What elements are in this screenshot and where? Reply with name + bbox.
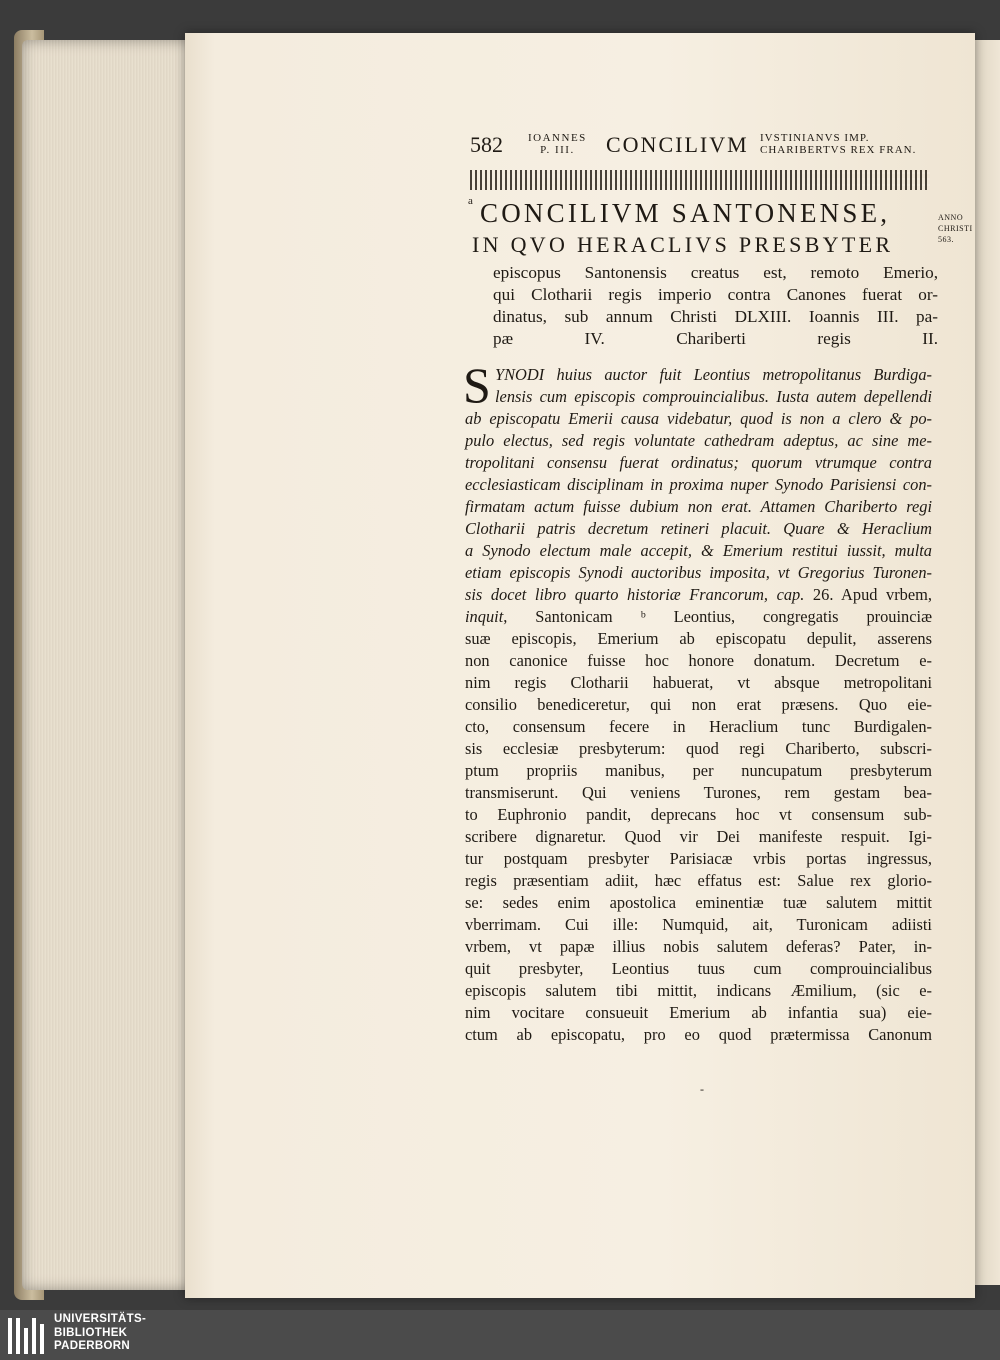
- subtitle-line: pæ IV. Chariberti regis II.: [493, 329, 938, 348]
- body-line: non canonice fuisse hoc honore donatum. Decretum e-: [465, 651, 932, 670]
- body-line: sis ecclesiæ presbyterum: quod regi Chariberto, subscri-: [465, 739, 932, 758]
- body-line: cto, consensum fecere in Heraclium tunc Burdigalen-: [465, 717, 932, 736]
- library-name-line2: BIBLIOTHEK: [54, 1326, 128, 1339]
- body-line: ctum ab episcopatu, pro eo quod prætermissa Canonum: [465, 1025, 932, 1044]
- body-line-italic-part: sis docet libro quarto historiæ Francorum, cap.: [465, 585, 805, 604]
- running-head-title: CONCILIVM: [606, 132, 749, 157]
- catchword-mark: -: [700, 1082, 704, 1096]
- body-line-inquit: [465, 606, 932, 628]
- running-head-rulers: [760, 132, 916, 156]
- page-number: 582: [470, 132, 503, 157]
- margin-note-line3: 563.: [938, 235, 954, 244]
- body-line: ab episcopatu Emerii causa videbatur, quod is non a clero & po-: [465, 409, 932, 428]
- running-head-pope-line1: IOANNES: [528, 132, 587, 144]
- ornamental-border: [470, 170, 930, 190]
- running-head-rulers-line2: CHARIBERTVS REX FRAN.: [760, 144, 917, 156]
- library-footer: [0, 1310, 1000, 1360]
- section-heading-line1: CONCILIVM SANTONENSE,: [480, 198, 891, 228]
- body-line: Clotharii patris decretum retineri placuit. Quare & Heraclium: [465, 519, 932, 538]
- running-head-pope: [528, 132, 587, 156]
- body-line: episcopis salutem tibi mittit, indicans Æmilium, (sic e-: [465, 981, 932, 1000]
- body-line: se: sedes enim apostolica eminentiæ tuæ salutem mittit: [465, 893, 932, 912]
- body-line: lensis cum episcopis comprouincialibus. Iusta autem depellendi: [495, 387, 932, 406]
- running-head-pope-line2: P. III.: [540, 144, 575, 156]
- subtitle-line: qui Clotharii regis imperio contra Canones fuerat or-: [493, 285, 938, 304]
- library-logo-icon: [8, 1318, 46, 1354]
- body-line: pulo electus, sed regis voluntate cathedram adeptus, ac sine me-: [465, 431, 932, 450]
- page-block-edges: [22, 40, 207, 1290]
- margin-note-line2: CHRISTI: [938, 224, 973, 233]
- running-head: [470, 128, 940, 168]
- body-line: consilio benediceretur, qui non erat præsens. Quo eie-: [465, 695, 932, 714]
- body-line: vberrimam. Cui ille: Numquid, ait, Turonicam adiisti: [465, 915, 932, 934]
- body-line: regis præsentiam adiit, hæc effatus est: Salue rex glorio-: [465, 871, 932, 890]
- body-line: scribere dignaretur. Quod vir Dei manifeste respuit. Igi-: [465, 827, 932, 846]
- body-line: vrbem, vt papæ illius nobis salutem deferas? Pater, in-: [465, 937, 932, 956]
- body-line: ecclesiasticam disciplinam in proxima nuper Synodo Parisiensi con-: [465, 475, 932, 494]
- body-line: YNODI huius auctor fuit Leontius metropolitanus Burdiga-: [495, 365, 932, 384]
- body-line: firmatam actum fuisse dubium non erat. Attamen Chariberto regi: [465, 497, 932, 516]
- library-name: [54, 1313, 146, 1354]
- drop-cap: S: [463, 357, 491, 413]
- body-line-roman-part: 26. Apud vrbem,: [812, 585, 932, 604]
- margin-note-line1: ANNO: [938, 213, 964, 222]
- body-line: a Synodo electum male accepit, & Emerium restitui iussit, multa: [465, 541, 932, 560]
- body-line: ptum propriis manibus, per nuncupatum presbyterum: [465, 761, 932, 780]
- body-line: tur postquam presbyter Parisiacæ vrbis portas ingressus,: [465, 849, 932, 868]
- body-line: nim vocitare consueuit Emerium ab infantia sua) eie-: [465, 1003, 932, 1022]
- body-line: transmiserunt. Qui veniens Turones, rem gestam bea-: [465, 783, 932, 802]
- body-line: nim regis Clotharii habuerat, vt absque metropolitani: [465, 673, 932, 692]
- body-line: tropolitani consensu fuerat ordinatus; quorum vtrumque contra: [465, 453, 932, 472]
- body-line: etiam episcopis Synodi auctoribus imposita, vt Gregorius Turonen-: [465, 563, 932, 582]
- body-line: quit presbyter, Leontius tuus cum comprouincialibus: [465, 959, 932, 978]
- library-name-line1: UNIVERSITÄTS-: [54, 1313, 147, 1325]
- subtitle-line: episcopus Santonensis creatus est, remoto Emerio,: [493, 263, 938, 282]
- body-line-mixed: [465, 584, 932, 606]
- heading-note-mark: a: [468, 195, 473, 207]
- margin-note-year: [938, 212, 978, 245]
- body-line: to Euphronio pandit, deprecans hoc vt consensum sub-: [465, 805, 932, 824]
- body-text: [463, 357, 932, 1046]
- section-heading-line2: IN QVO HERACLIVS PRESBYTER: [472, 232, 894, 257]
- inquit-rest: , Santonicam ᵇ Leontius, congregatis prouinciæ: [503, 607, 932, 626]
- body-line: suæ episcopis, Emerium ab episcopatu depulit, asserens: [465, 629, 932, 648]
- subtitle-line: dinatus, sub annum Christi DLXIII. Ioannis III. pa-: [493, 307, 938, 326]
- inquit-word: inquit: [465, 607, 504, 626]
- section-subtitle: [493, 262, 938, 350]
- running-head-rulers-line1: IVSTINIANVS IMP.: [760, 132, 870, 144]
- library-name-line3: PADERBORN: [54, 1340, 130, 1352]
